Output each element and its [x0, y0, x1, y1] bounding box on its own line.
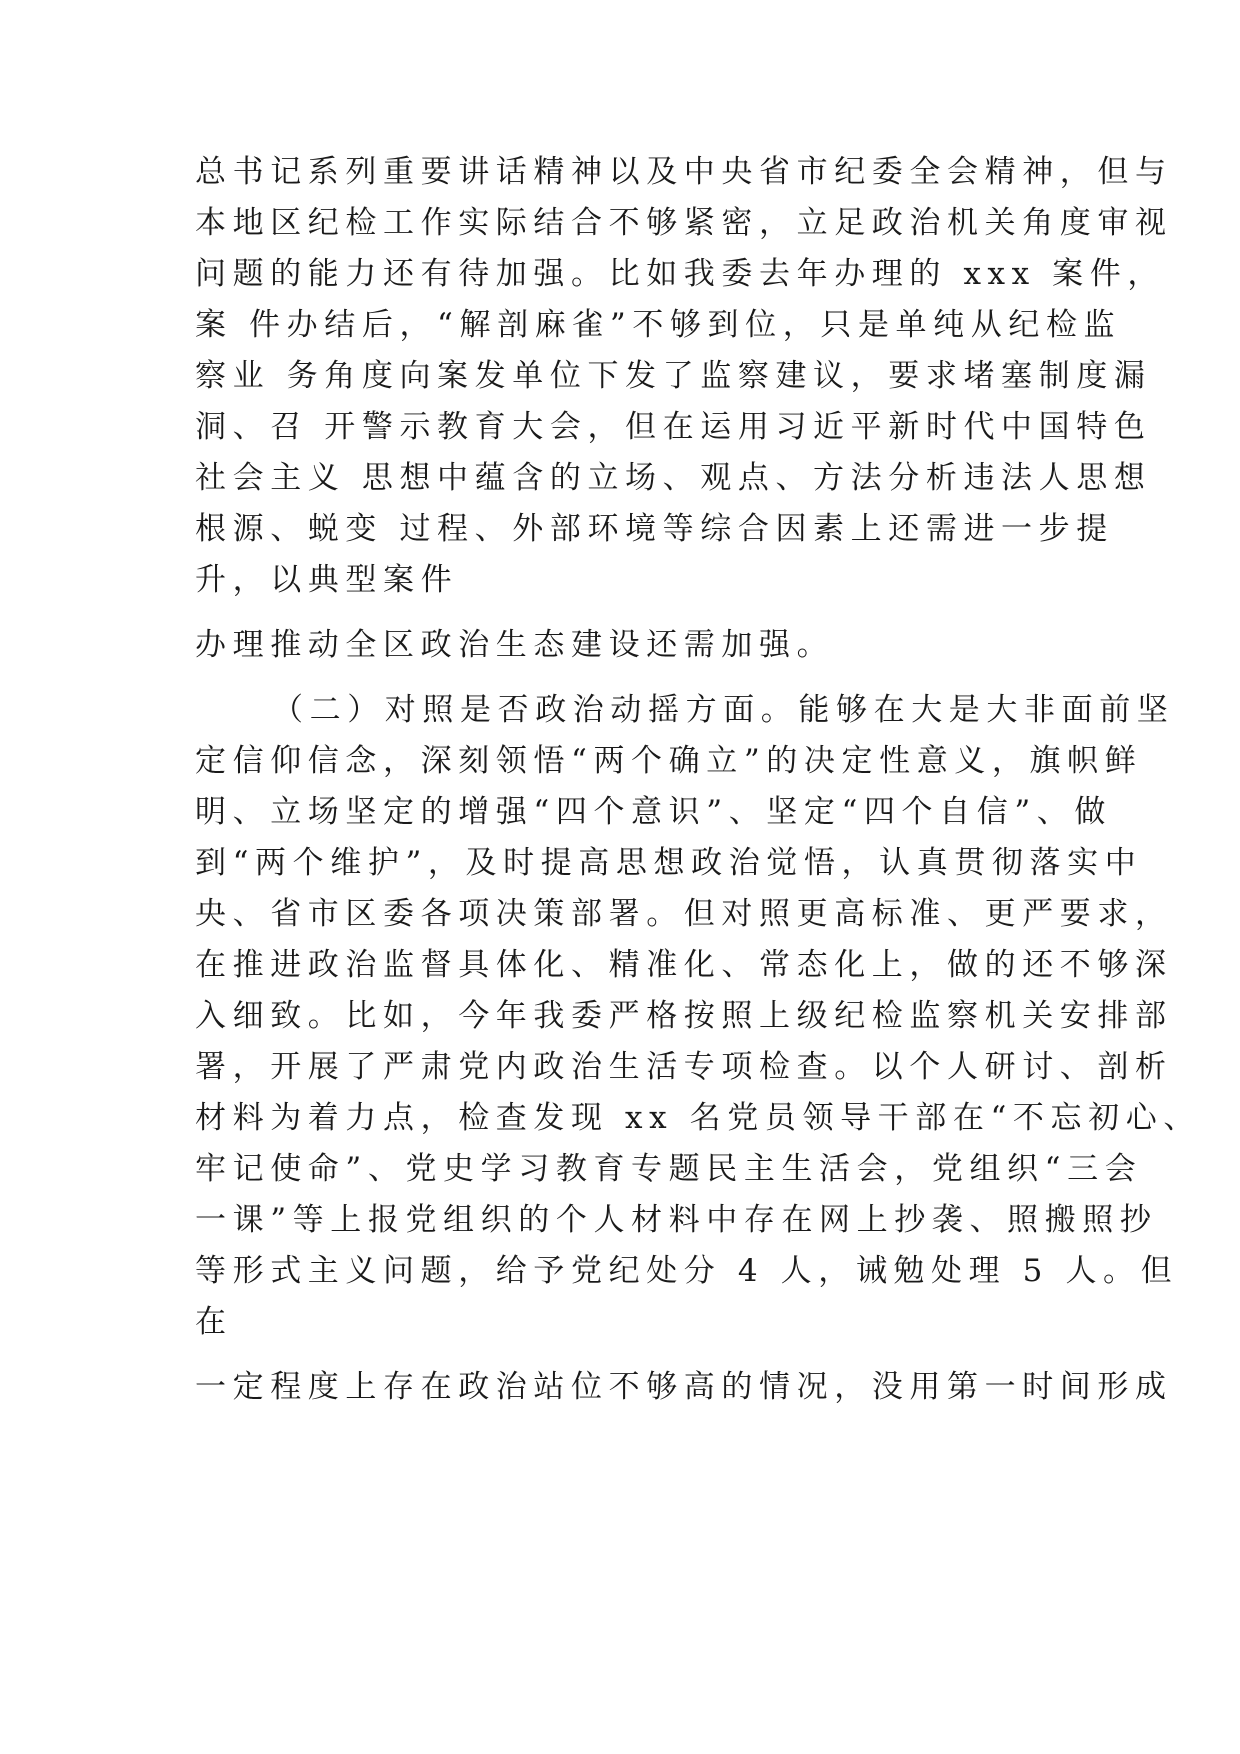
text-line: 牢记使命”、党史学习教育专题民主生活会，党组织“三会: [195, 1151, 1143, 1187]
text-line: 在: [195, 1304, 233, 1340]
text-line: 央、省市区委各项决策部署。但对照更高标准、更严要求，: [195, 896, 1173, 932]
text-line: 问题的能力还有待加强。比如我委去年办理的 xxx 案件，: [195, 256, 1165, 292]
text-line: 署，开展了严肃党内政治生活专项检查。以个人研讨、剖析: [195, 1049, 1173, 1085]
text-line: 一课”等上报党组织的个人材料中存在网上抄袭、照搬照抄: [195, 1202, 1158, 1238]
text-line: 洞、召 开警示教育大会，但在运用习近平新时代中国特色: [195, 409, 1152, 445]
text-line: 察业 务角度向案发单位下发了监察建议，要求堵塞制度漏: [195, 358, 1152, 394]
text-line: 一定程度上存在政治站位不够高的情况，没用第一时间形成: [195, 1369, 1173, 1405]
text-line: 总书记系列重要讲话精神以及中央省市纪委全会精神，但与: [195, 154, 1173, 190]
text-line: 案 件办结后，“解剖麻雀”不够到位，只是单纯从纪检监: [195, 307, 1122, 343]
text-line: 材料为着力点，检查发现 xx 名党员领导干部在“不忘初心、: [195, 1100, 1201, 1136]
text-line: 办理推动全区政治生态建设还需加强。: [195, 627, 835, 663]
text-line: 等形式主义问题，给予党纪处分 4 人，诫勉处理 5 人。但: [195, 1253, 1179, 1289]
text-line: 升，以典型案件: [195, 562, 459, 598]
text-line: 明、立场坚定的增强“四个意识”、坚定“四个自信”、做: [195, 794, 1112, 830]
section-heading-line: （二）对照是否政治动摇方面。能够在大是大非面前坚: [272, 692, 1175, 728]
text-line: 本地区纪检工作实际结合不够紧密，立足政治机关角度审视: [195, 205, 1173, 241]
text-line: 到“两个维护”，及时提高思想政治觉悟，认真贯彻落实中: [195, 845, 1143, 881]
text-line: 根源、蜕变 过程、外部环境等综合因素上还需进一步提: [195, 511, 1114, 547]
text-line: 入细致。比如，今年我委严格按照上级纪检监察机关安排部: [195, 998, 1173, 1034]
text-line: 在推进政治监督具体化、精准化、常态化上，做的还不够深: [195, 947, 1173, 983]
text-line: 定信仰信念，深刻领悟“两个确立”的决定性意义，旗帜鲜: [195, 743, 1143, 779]
text-line: 社会主义 思想中蕴含的立场、观点、方法分析违法人思想: [195, 460, 1152, 496]
